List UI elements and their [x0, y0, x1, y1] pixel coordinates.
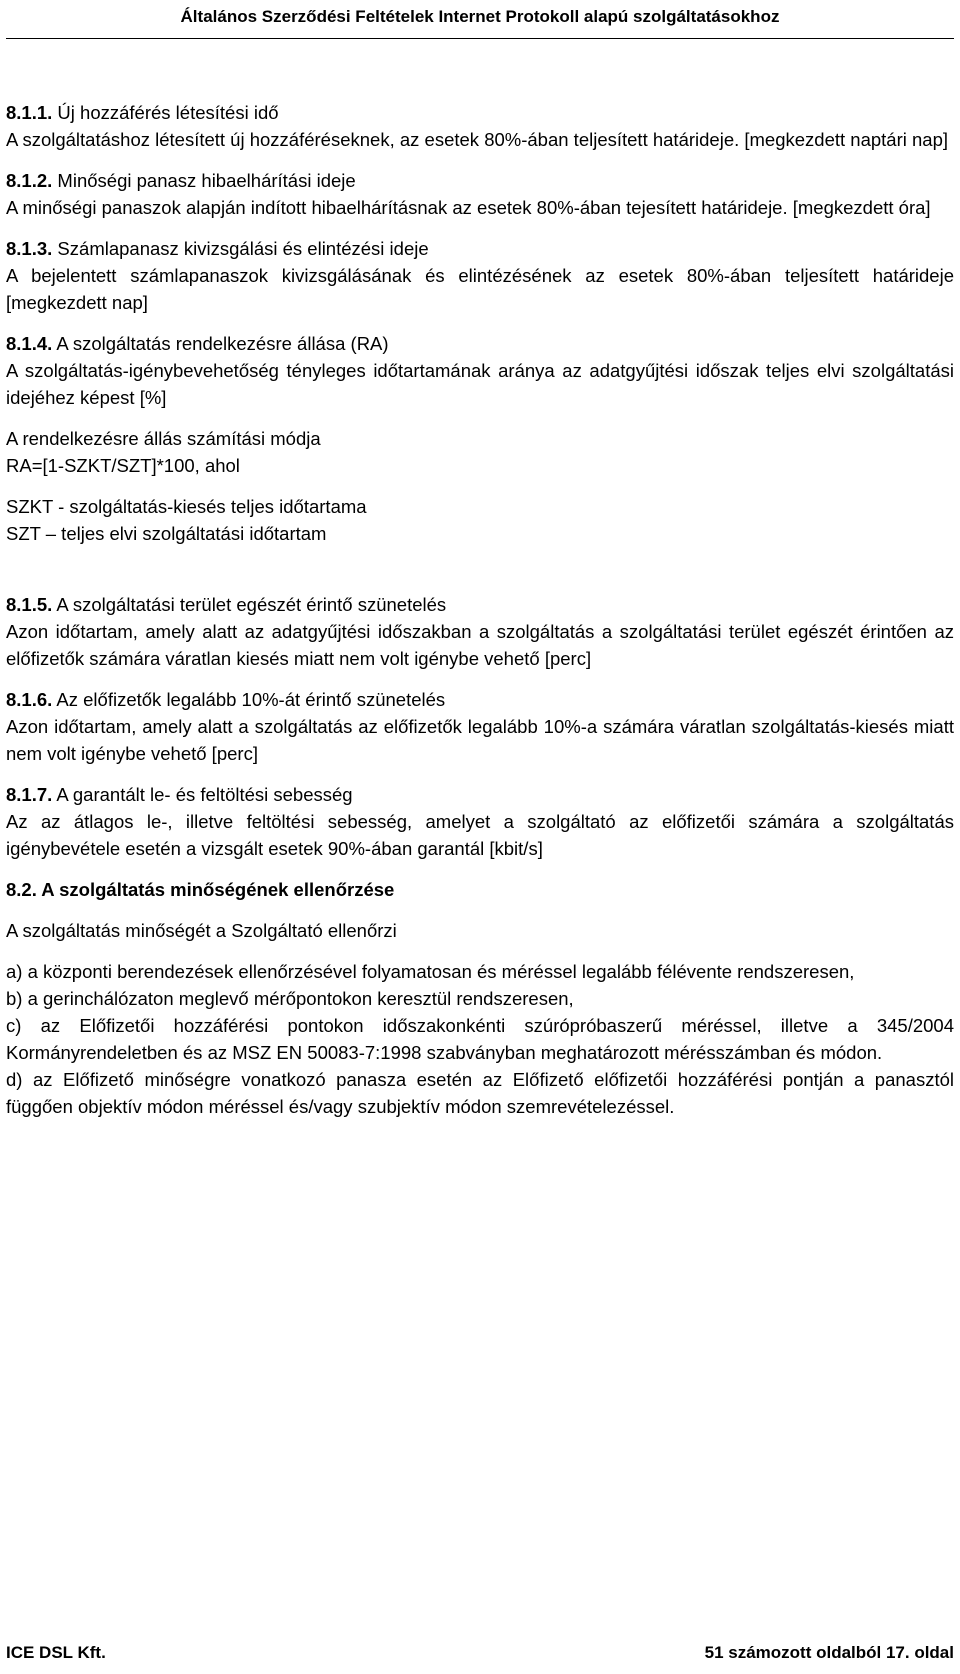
section-title: A szolgáltatás rendelkezésre állása (RA) [52, 333, 389, 354]
footer-company: ICE DSL Kft. [6, 1643, 106, 1662]
formula: RA=[1-SZKT/SZT]*100, ahol [6, 455, 240, 476]
section-8-1-1 [6, 99, 954, 153]
section-title: A garantált le- és feltöltési sebesség [52, 784, 353, 805]
list-item: d) az Előfizető minőségre vonatkozó panasza esetén az Előfizető előfizetői hozzáférési pontján a panasztól függően objektív módon méréssel és/vagy szubjektív módon szemrevételezéssel. [6, 1069, 954, 1117]
document-body [6, 99, 954, 1134]
section-number: 8.1.3. [6, 238, 53, 259]
section-number: 8.1.1. [6, 102, 53, 123]
section-8-1-6 [6, 686, 954, 767]
section-number: 8.1.4. [6, 333, 53, 354]
section-8-1-5 [6, 591, 954, 672]
section-body: Az az átlagos le-, illetve feltöltési sebesség, amelyet a szolgáltató az előfizetői számára a szolgáltatás igénybevétele esetén a vizsgált esetek 90%-ában garantál [kbit/s] [6, 811, 954, 859]
section-body: A szolgáltatás-igénybevehetőség tényleges időtartamának aránya az adatgyűjtési időszak teljes elvi szolgáltatási idejéhez képest [%] [6, 360, 954, 408]
section-8-1-7 [6, 781, 954, 862]
definition-szt: SZT – teljes elvi szolgáltatási időtartam [6, 523, 327, 544]
section-title: Új hozzáférés létesítési idő [52, 102, 279, 123]
section-number: 8.1.5. [6, 594, 53, 615]
section-body: A bejelentett számlapanaszok kivizsgálásának és elintézésének az esetek 80%-ában teljesített határideje [megkezdett nap] [6, 265, 954, 313]
definition-szkt: SZKT - szolgáltatás-kiesés teljes időtartama [6, 496, 367, 517]
list-item: b) a gerinchálózaton meglevő mérőpontokon keresztül rendszeresen, [6, 988, 574, 1009]
section-intro: A szolgáltatás minőségét a Szolgáltató ellenőrzi [6, 920, 397, 941]
page-header: Általános Szerződési Feltételek Internet Protokoll alapú szolgáltatásokhoz [180, 7, 780, 26]
section-heading: 8.2. A szolgáltatás minőségének ellenőrzése [6, 879, 395, 900]
list-item: a) a központi berendezések ellenőrzésével folyamatosan és méréssel legalább félévente rendszeresen, [6, 961, 855, 982]
header-rule [6, 38, 954, 39]
list-item: c) az Előfizetői hozzáférési pontokon időszakonkénti szúrópróbaszerű méréssel, illetve a 345/2004 Kormányrendeletben és az MSZ EN 50083-7:1998 szabványban meghatározott mérésszámban és módon. [6, 1015, 954, 1063]
document-page [6, 0, 954, 1674]
section-body: A minőségi panaszok alapján indított hibaelhárításnak az esetek 80%-ában tejesített határideje. [megkezdett óra] [6, 197, 931, 218]
section-8-1-3 [6, 235, 954, 316]
section-8-2 [6, 876, 954, 1120]
section-number: 8.1.6. [6, 689, 53, 710]
footer-page-number: 51 számozott oldalból 17. oldal [704, 1643, 954, 1662]
section-title: Az előfizetők legalább 10%-át érintő szünetelés [52, 689, 446, 710]
section-body: Azon időtartam, amely alatt az adatgyűjtési időszakban a szolgáltatás a szolgáltatási terület egészét érintően az előfizetők számára váratlan kiesés miatt nem volt igénybe vehető [perc] [6, 621, 954, 669]
section-body: A szolgáltatáshoz létesített új hozzáféréseknek, az esetek 80%-ában teljesített határideje. [megkezdett naptári nap] [6, 129, 949, 150]
section-number: 8.1.2. [6, 170, 53, 191]
section-number: 8.1.7. [6, 784, 53, 805]
section-title: Számlapanasz kivizsgálási és elintézési ideje [52, 238, 429, 259]
section-title: A szolgáltatási terület egészét érintő szünetelés [52, 594, 447, 615]
section-8-1-4 [6, 330, 954, 577]
section-title: Minőségi panasz hibaelhárítási ideje [52, 170, 356, 191]
section-body: Azon időtartam, amely alatt a szolgáltatás az előfizetők legalább 10%-a számára váratlan szolgáltatás-kiesés miatt nem volt igénybe vehető [perc] [6, 716, 954, 764]
formula-title: A rendelkezésre állás számítási módja [6, 428, 321, 449]
section-8-1-2 [6, 167, 954, 221]
